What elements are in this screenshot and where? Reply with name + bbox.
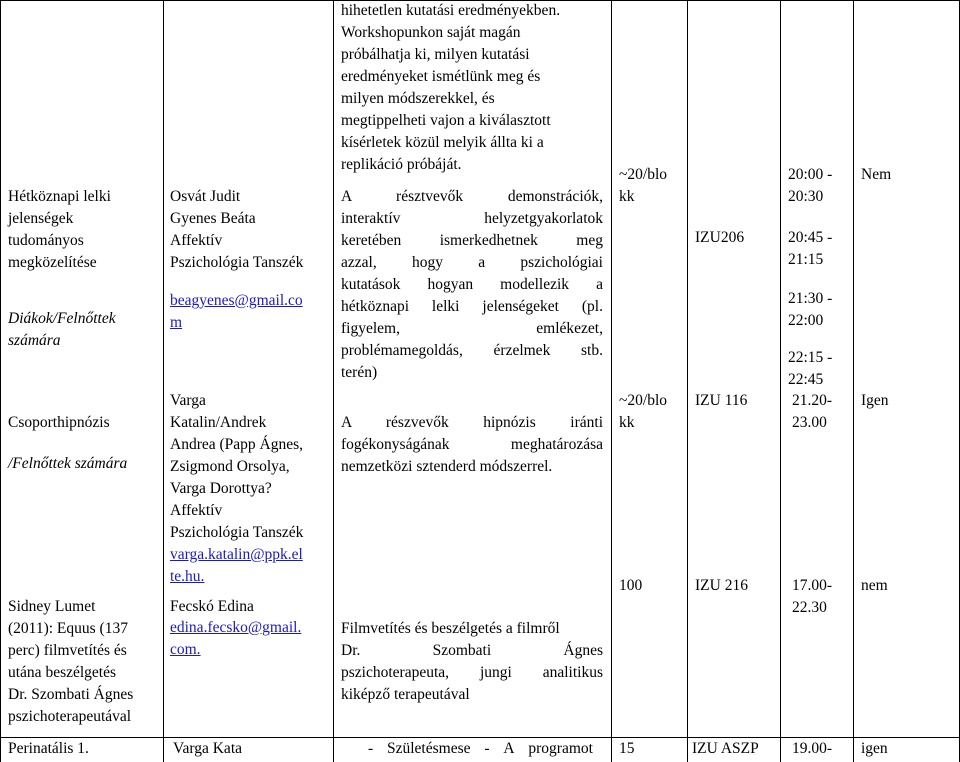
description-lumet: Filmvetítés és beszélgetés a filmről Dr. Szombati Ágnes pszichoterapeuta, jungi analitikus kiképző terapeutával <box>341 620 603 703</box>
email-link-hetkoznapi[interactable]: beagyenes@gmail.co m <box>170 292 303 331</box>
description-csoport: A részvevők hipnózis iránti fogékonyságának meghatározása nemzetközi sztenderd módszerrel. <box>341 414 603 475</box>
presenters-hetkoznapi: Osvát Judit Gyenes Beáta Affektív Pszichológia Tanszék <box>170 188 304 271</box>
time-slot-3: 21:30 - 22:00 <box>788 290 833 329</box>
title-lumet: Sidney Lumet (2011): Equus (137 perc) filmvetítés és utána beszélgetés Dr. Szombati Ágnes pszichoterapeutával <box>8 598 134 725</box>
registration-hetkoznapi: Nem <box>861 166 892 183</box>
registration-perinatalis: igen <box>861 740 888 757</box>
time-lumet: 17.00- 22.30 <box>792 577 833 616</box>
col-border <box>611 0 612 762</box>
presenters-csoport: Varga Katalin/Andrek Andrea (Papp Ágnes, Zsigmond Orsolya, Varga Dorottya? Affektív Pszichológia Tanszék <box>170 392 304 541</box>
col-border <box>687 0 688 762</box>
email-link-csoport[interactable]: varga.katalin@ppk.el te.hu. <box>170 546 303 585</box>
description-perinatalis: - Születésmese - A programot <box>368 740 593 757</box>
col-border <box>853 0 854 762</box>
title-perinatalis: Perinatális 1. <box>8 740 89 757</box>
col-border <box>780 0 781 762</box>
col-border <box>333 0 334 762</box>
presenter-lumet: Fecskó Edina <box>170 598 254 615</box>
room-perinatalis: IZU ASZP <box>692 740 759 757</box>
room-hetkoznapi: IZU206 <box>695 229 745 246</box>
registration-lumet: nem <box>861 577 888 594</box>
time-slot-1: 20:00 - 20:30 <box>788 166 833 205</box>
title-hetkoznapi: Hétköznapi lelki jelenségek tudományos megközelítése <box>8 188 111 271</box>
time-csoport: 21.20- 23.00 <box>792 392 833 431</box>
capacity-perinatalis: 15 <box>619 740 635 757</box>
col-border <box>0 0 1 762</box>
col-border <box>163 0 164 762</box>
registration-csoport: Igen <box>861 392 889 409</box>
presenter-perinatalis: Varga Kata <box>173 740 243 757</box>
email-link-lumet[interactable]: edina.fecsko@gmail. com. <box>170 619 302 658</box>
title-csoport: Csoporthipnózis <box>8 414 110 431</box>
room-csoport: IZU 116 <box>695 392 748 409</box>
description-hetkoznapi-top: hihetetlen kutatási eredményekben. Workshopunkon saját magán próbálhatja ki, milyen kutatási eredményeket ismétlünk meg és milyen módszerekkel, és megtippelheti vajon a kiválasztott kísérletek közül melyik állta ki a replikáció próbáját. <box>341 2 561 173</box>
time-slot-4: 22:15 - 22:45 <box>788 349 833 388</box>
room-lumet: IZU 216 <box>695 577 748 594</box>
audience-hetkoznapi: Diákok/Felnőttek számára <box>8 310 116 349</box>
audience-csoport: /Felnőttek számára <box>8 455 128 472</box>
capacity-lumet: 100 <box>619 577 643 594</box>
capacity-csoport: ~20/blo kk <box>619 392 667 431</box>
capacity-hetkoznapi: ~20/blo kk <box>619 166 667 205</box>
time-slot-2: 20:45 - 21:15 <box>788 229 833 268</box>
description-hetkoznapi: A résztvevők demonstrációk, interaktív helyzetgyakorlatok keretében ismerkedhetnek meg azzal, hogy a pszichológiai kutatások hogyan modellezik a hétköznapi lelki jelenségeket (pl. figyelem, emlékezet, problémamegoldás, érzelmek stb. terén) <box>341 188 603 381</box>
time-perinatalis: 19.00- <box>792 740 833 757</box>
